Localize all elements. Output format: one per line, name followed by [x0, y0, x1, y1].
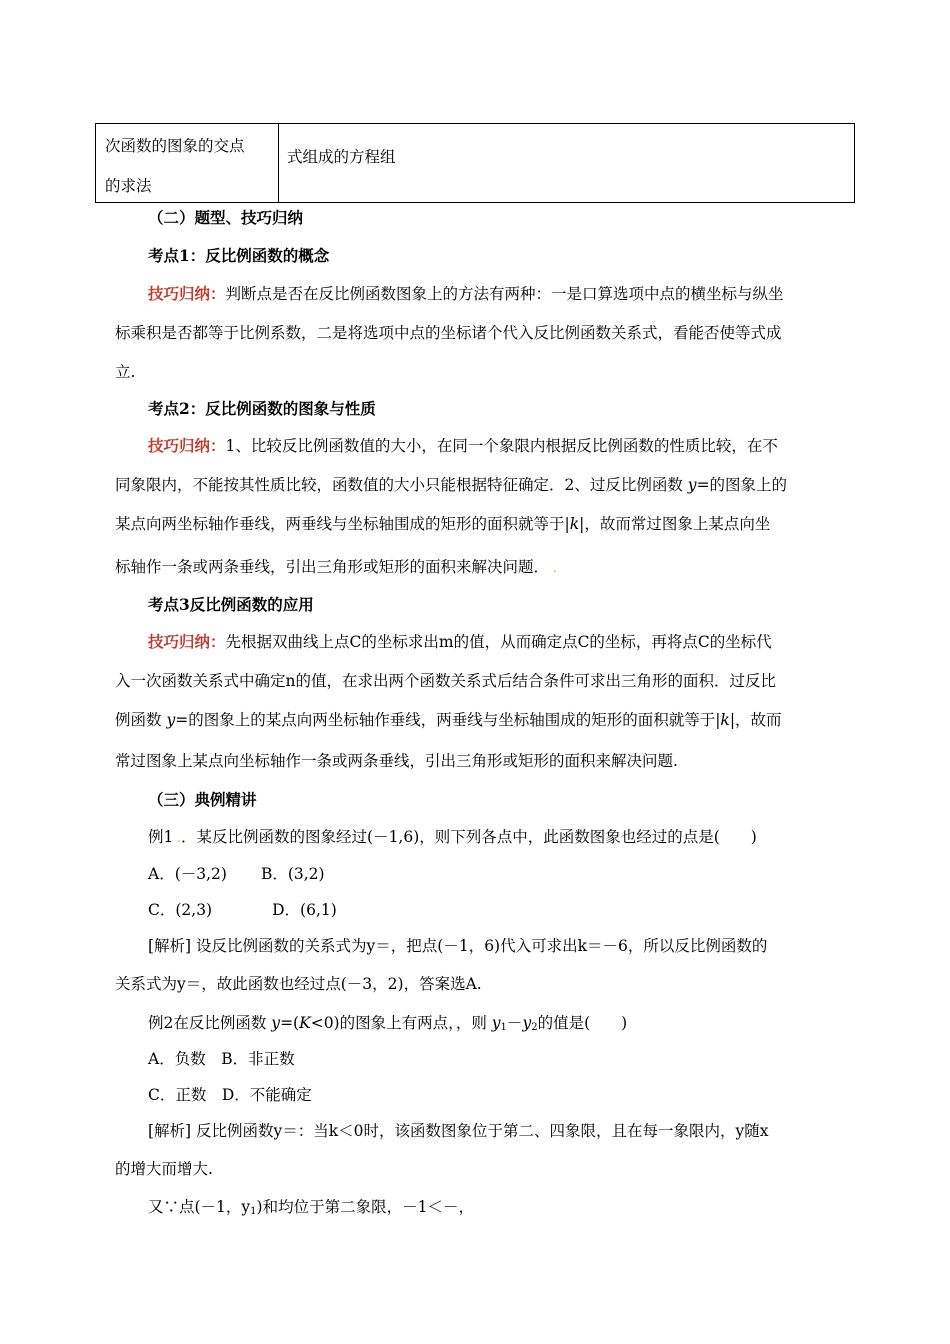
kp2-line3: 某点向两坐标轴作垂线，两垂线与坐标轴围成的矩形的面积就等于|k|，故而常过图象上某点向坐 — [115, 515, 771, 533]
table-cell-topic-line2: 的求法 — [105, 177, 152, 195]
kp3-line4: 常过图象上某点向坐标轴作一条或两条垂线，引出三角形或矩形的面积来解决问题. — [115, 752, 678, 770]
section-3-title: （三）典例精讲 — [148, 790, 257, 809]
kp1-line2: 标乘积是否都等于比例系数，二是将选项中点的坐标诸个代入反比例函数关系式，看能否使等式成 — [115, 324, 782, 342]
example-1-options-ab: A．(－3,2) B．(3,2) — [148, 865, 325, 883]
example-2-solution-line2: 的增大而增大. — [115, 1160, 213, 1178]
example-1-solution-line2: 关系式为y＝，故此函数也经过点(－3，2)，答案选A. — [115, 975, 482, 993]
example-2-options-ab: A．负数 B．非正数 — [148, 1050, 295, 1068]
example-2-solution-line1: [解析] 反比例函数y＝：当k＜0时，该函数图象位于第二、四象限，且在每一象限内，y随x — [148, 1122, 769, 1140]
table-cell-topic-line1: 次函数的图象的交点 — [105, 137, 245, 155]
kp1-line1: 技巧归纳：判断点是否在反比例函数图象上的方法有两种：一是口算选项中点的横坐标与纵坐 — [148, 284, 784, 303]
kp3-title: 考点3反比例函数的应用 — [148, 595, 314, 614]
kp2-line2: 同象限内，不能按其性质比较，函数值的大小只能根据特征确定．2、过反比例函数 y=的图象上的 — [115, 476, 788, 494]
example-2-options-cd: C．正数 D．不能确定 — [148, 1086, 312, 1104]
table-cell-method — [279, 124, 854, 202]
kp1-title: 考点1：反比例函数的概念 — [148, 246, 330, 265]
table-cell-method-text: 式组成的方程组 — [287, 148, 396, 166]
kp3-line3: 例函数 y=的图象上的某点向两坐标轴作垂线，两垂线与坐标轴围成的矩形的面积就等于|k|，故而 — [115, 711, 782, 729]
section-2-title: （二）题型、技巧归纳 — [148, 208, 304, 227]
table-cell-topic — [96, 124, 279, 202]
kp2-label: 技巧归纳： — [148, 436, 226, 455]
kp2-title: 考点2：反比例函数的图象与性质 — [148, 399, 376, 418]
kp2-line4: 标轴作一条或两条垂线，引出三角形或矩形的面积来解决问题． . — [115, 558, 557, 576]
example-1-options-cd: C．(2,3) D．(6,1) — [148, 901, 337, 919]
kp3-label: 技巧归纳： — [148, 632, 226, 651]
kp1-line3: 立. — [115, 363, 136, 381]
kp3-line2: 入一次函数关系式中确定n的值，在求出两个函数关系式后结合条件可求出三角形的面积．过反比 — [115, 672, 776, 690]
kp1-label: 技巧归纳： — [148, 284, 226, 303]
example-2-solution-line3: 又∵点(－1，$y_1$)和均位于第二象限，－1＜－， — [148, 1198, 474, 1217]
stray-dot-mark: . — [549, 561, 557, 575]
kp3-line1: 技巧归纳：先根据双曲线上点C的坐标求出m的值，从而确定点C的坐标，再将点C的坐标代 — [148, 632, 772, 651]
stray-dot-mark: . — [173, 831, 182, 845]
example-1-solution-line1: [解析] 设反比例函数的关系式为y＝，把点(－1，6)代入可求出k＝－6，所以反比例函数的 — [148, 937, 768, 955]
example-1-question: 例1 .．某反比例函数的图象经过(－1,6)，则下列各点中，此函数图象也经过的点是( ) — [148, 828, 757, 846]
kp2-line1: 技巧归纳：1、比较反比例函数值的大小，在同一个象限内根据反比例函数的性质比较，在不 — [148, 436, 778, 455]
example-2-question: 例2在反比例函数 y=(K<0)的图象上有两点，，则 $y_1-y_2$的值是( ) — [148, 1014, 628, 1033]
method-table — [95, 123, 855, 203]
